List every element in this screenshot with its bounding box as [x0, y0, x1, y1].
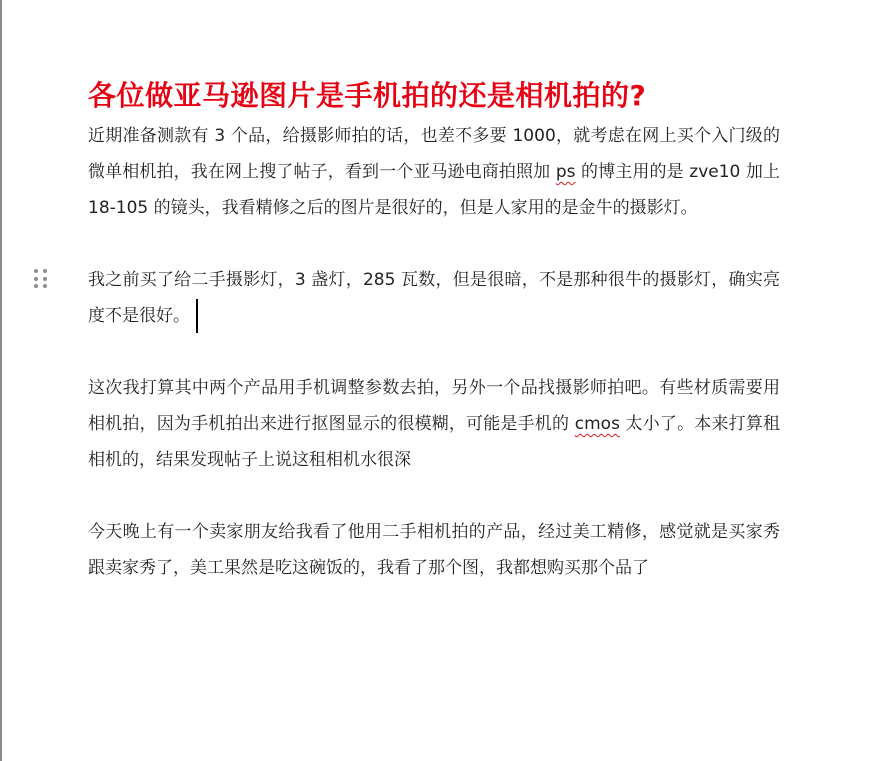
document-editor[interactable] — [88, 76, 780, 622]
paragraph-2[interactable] — [88, 262, 780, 334]
text-cursor — [196, 299, 198, 333]
paragraph-2-text: 我之前买了给二手摄影灯，3 盏灯，285 瓦数，但是很暗，不是那种很牛的摄影灯，确实亮度不是很好。 — [88, 270, 780, 326]
paragraph-3-text-end: 太小了。本来打算租相机的，结果发现帖子上说这租相机水很深 — [88, 414, 781, 470]
misspelled-word-ps[interactable]: ps — [555, 162, 576, 182]
paragraph-3-text-start: 这次我打算其中两个产品用手机调整参数去拍，另外一个品找摄影师拍吧。有些材质需要用相机拍，因为手机拍出来进行抠图显示的很模糊，可能是手机的 — [88, 378, 780, 434]
paragraph-4[interactable] — [88, 514, 780, 586]
document-title[interactable]: 各位做亚马逊图片是手机拍的还是相机拍的? — [88, 79, 647, 112]
paragraph-1-text-start: 近期准备测款有 3 个品，给摄影师拍的话，也差不多要 1000，就考虑在网上买个入门级的微单相机拍，我在网上搜了帖子，看到一个亚马逊电商拍照加 — [88, 126, 780, 182]
misspelled-word-cmos[interactable]: cmos — [574, 414, 620, 434]
paragraph-3[interactable] — [88, 370, 780, 478]
paragraph-1[interactable] — [88, 118, 780, 226]
drag-handle-icon[interactable] — [34, 269, 48, 289]
paragraph-1-text-end: 的博主用的是 zve10 加上 18-105 的镜头，我看精修之后的图片是很好的，但是人家用的是金牛的摄影灯。 — [88, 162, 780, 218]
page-left-border — [0, 0, 2, 761]
paragraph-4-text: 今天晚上有一个卖家朋友给我看了他用二手相机拍的产品，经过美工精修，感觉就是买家秀跟卖家秀了，美工果然是吃这碗饭的，我看了那个图，我都想购买那个品了 — [88, 522, 780, 578]
